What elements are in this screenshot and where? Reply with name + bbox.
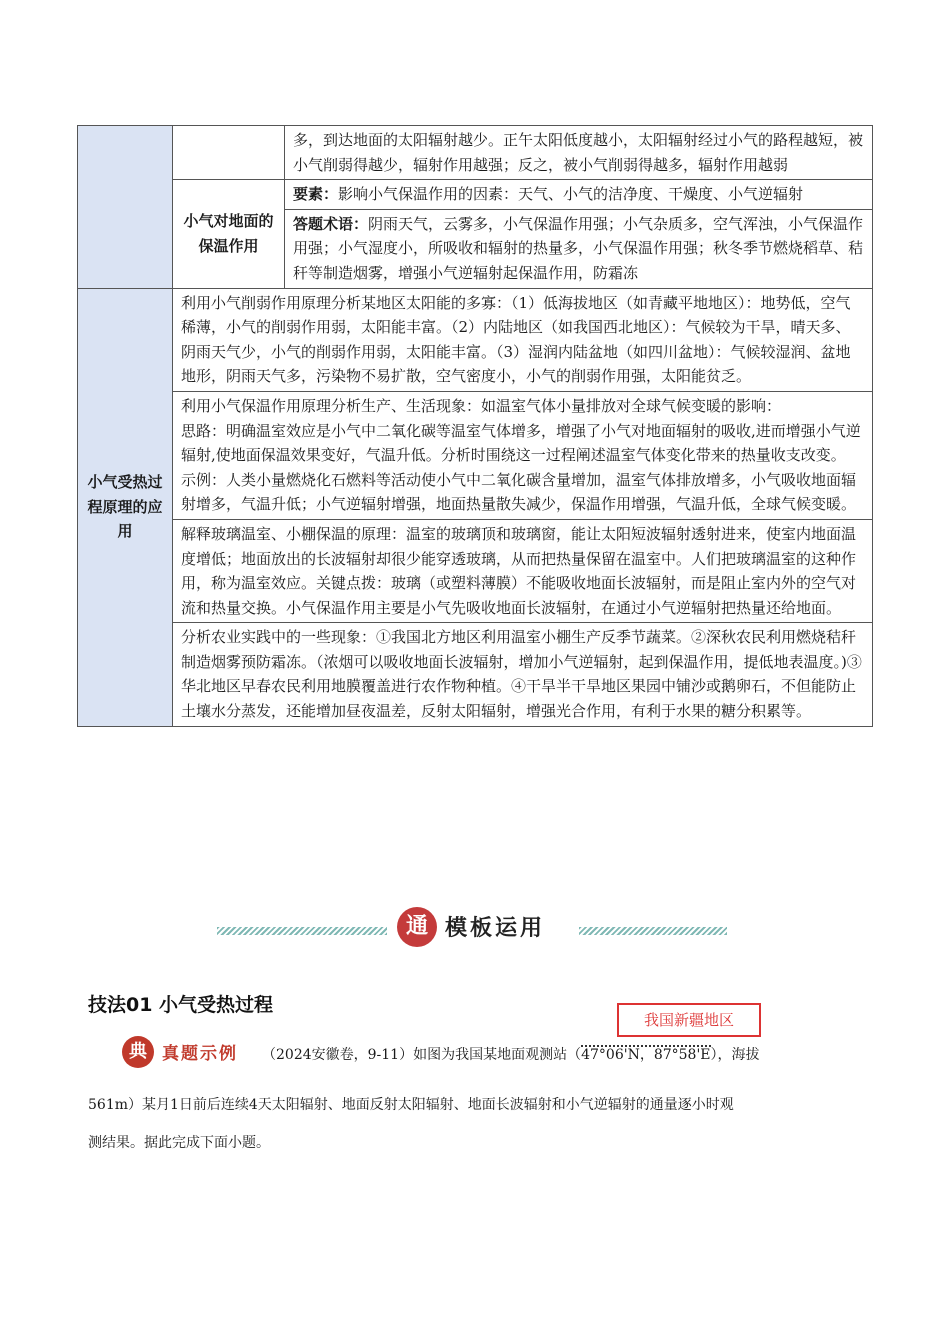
text-cell-application-1: 利用小气削弱作用原理分析某地区太阳能的多寡：（1）低海拔地区（如青藏平地地区）：地势低，空气稀薄，小气的削弱作用弱，太阳能丰富。（2）内陆地区（如我国西北地区）：气候较为干旱，晴天多、阴雨天气少，小气的削弱作用弱，太阳能丰富。（3）湿润内陆盆地（如四川盆地）：气候较湿润、盆地地形，阴雨天气多，污染物不易扩散，空气密度小，小气的削弱作用强，太阳能贫乏。 — [173, 288, 873, 391]
category-cell-blank — [78, 126, 173, 289]
application-2-line-3: 示例：人类小量燃烧化石燃料等活动使小气中二氧化碳含量增加，温室气体排放增多，小气吸收地面辐射增多，气温升低；小气逆辐射增强，地面热量散失减少，保温作用增强，气温升低，全球气候变暖。 — [181, 470, 857, 514]
terms-text: 阴雨天气，云雾多，小气保温作用强；小气杂质多，空气浑浊，小气保温作用强；小气湿度小，所吸收和辐射的热量多，小气保温作用强；秋冬季节燃烧稻草、秸秆等制造烟雾，增强小气逆辐射起保温作用，防霜冻 — [293, 214, 864, 282]
question-part-2: ），海拔 — [710, 1047, 760, 1063]
text-cell-application-4: 分析农业实践中的一些现象：①我国北方地区利用温室小棚生产反季节蔬菜。②深秋农民利用燃烧秸秆制造烟雾预防霜冻。（浓烟可以吸收地面长波辐射，增加小气逆辐射，起到保温作用，提低地表温度。)③ 华北地区早春农民利用地膜覆盖进行农作物种植。④干旱半干旱地区果园中铺沙或鹅卵石，不但能防止土壤水分蒸发，还能增加昼夜温差，反射太阳辐射，增强光合作用，有利于水果的糖分积累等。 — [173, 623, 873, 726]
text-cell-application-2 — [173, 391, 873, 519]
text-cell-terms — [285, 209, 873, 288]
table-row — [78, 126, 873, 180]
question-line-3: 测结果。据此完成下面小题。 — [88, 1135, 270, 1151]
banner-title: 模板运用 — [445, 916, 546, 941]
factors-text: 影响小气保温作用的因素：天气、小气的洁净度、干燥度、小气逆辐射 — [338, 185, 804, 204]
sub-category-baowen: 小气对地面的保温作用 — [173, 180, 285, 288]
knowledge-table — [77, 125, 873, 727]
question-coords: 47°06'N，87°58'E — [581, 1047, 711, 1063]
question-line-1 — [262, 1044, 760, 1066]
exam-badge-text: 真题示例 — [162, 1044, 238, 1064]
section-banner — [217, 905, 727, 955]
table-row — [78, 519, 873, 622]
application-2-line-2: 思路：明确温室效应是小气中二氧化碳等温室气体增多，增强了小气对地面辐射的吸收,进而增强小气逆辐射,使地面保温效果变好，气温升低。分析时围绕这一过程阐述温室气体变化带来的热量收支改变。 — [181, 421, 861, 465]
text-cell-application-3: 解释玻璃温室、小棚保温的原理：温室的玻璃顶和玻璃窗，能让太阳短波辐射透射进来，使室内地面温度增低；地面放出的长波辐射却很少能穿透玻璃，从而把热量保留在温室中。人们把玻璃温室的这种作用，称为温室效应。关键点拨：玻璃（或塑料薄膜）不能吸收地面长波辐射，而是阻止室内外的空气对流和热量交换。小气保温作用主要是小气先吸收地面长波辐射，在通过小气逆辐射把热量还给地面。 — [173, 519, 873, 622]
annotation-note: 我国新疆地区 — [617, 1003, 761, 1037]
exam-badge-icon: 典 — [122, 1036, 154, 1068]
banner-badge-icon: 通 — [397, 907, 437, 947]
table-row — [78, 391, 873, 519]
question-part-1: （2024安徽卷，9-11）如图为我国某地面观测站（ — [262, 1047, 582, 1063]
sub-cell-blank — [173, 126, 285, 180]
category-application: 小气受热过程原理的应用 — [78, 288, 173, 726]
text-cell: 多，到达地面的太阳辐射越少。正午太阳低度越小，太阳辐射经过小气的路程越短，被小气削弱得越少，辐射作用越强；反之，被小气削弱得越多，辐射作用越弱 — [285, 126, 873, 180]
factors-label: 要素： — [293, 185, 339, 204]
banner-stripe-left — [217, 927, 387, 935]
table-row — [78, 288, 873, 391]
table-row — [78, 623, 873, 726]
table-row — [78, 180, 873, 210]
application-2-line-1: 利用小气保温作用原理分析生产、生活现象：如温室气体小量排放对全球气候变暖的影响： — [181, 396, 782, 415]
terms-label: 答题术语： — [293, 214, 369, 233]
section-heading: 技法01 小气受热过程 — [88, 994, 274, 1016]
banner-stripe-right — [579, 927, 727, 935]
exam-badge — [122, 1036, 254, 1070]
question-line-2: 561m）某月1日前后连续4天太阳辐射、地面反射太阳辐射、地面长波辐射和小气逆辐射的通量逐小时观 — [88, 1097, 734, 1113]
text-cell-factors — [285, 180, 873, 210]
